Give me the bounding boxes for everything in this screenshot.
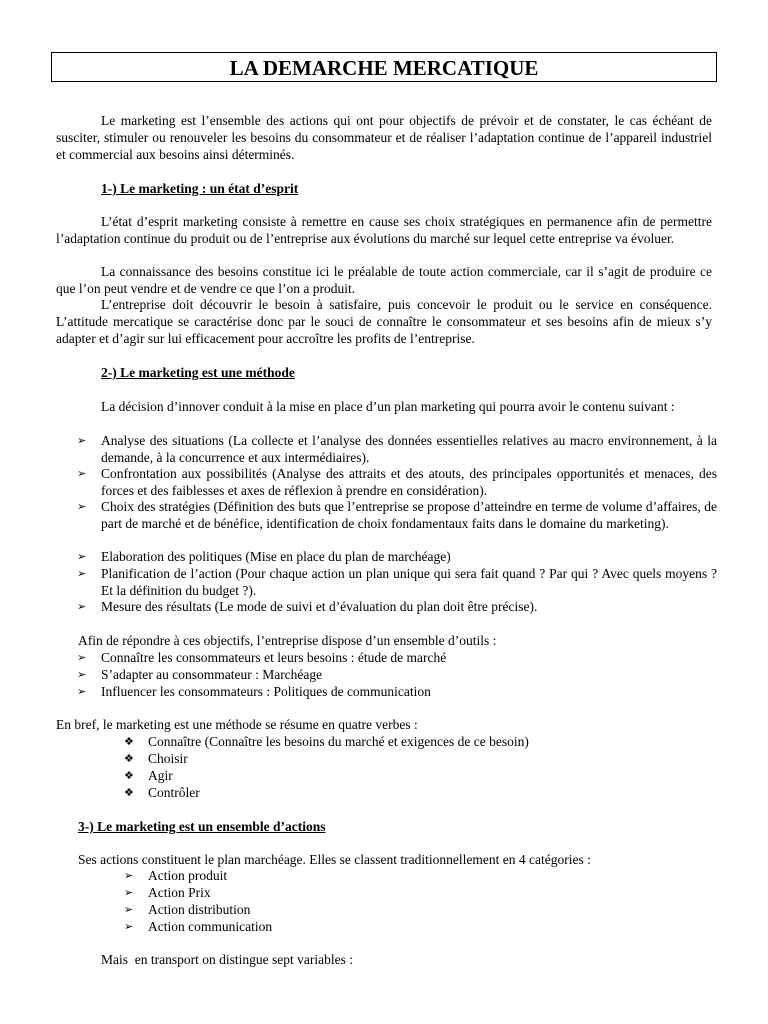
arrow-bullet-icon: ➢: [77, 550, 87, 563]
section-1-paragraph-1: L’état d’esprit marketing consiste à remettre en cause ses choix stratégiques en permanence afin de permettre l’adaptation continue du produit ou de l’entreprise aux évolutions du marché sur lequel cette entreprise va évoluer.: [56, 214, 712, 246]
verb-item: [124, 784, 704, 801]
step-item: [77, 598, 717, 615]
summary-sentence: En bref, le marketing est une méthode se résume en quatre verbes :: [56, 717, 418, 732]
tools-intro: Afin de répondre à ces objectifs, l’entreprise dispose d’un ensemble d’outils :: [78, 633, 497, 648]
section-1-paragraph-3: L’entreprise doit découvrir le besoin à satisfaire, puis concevoir le produit ou le service en conséquence. L’attitude mercatique se caractérise donc par le souci de connaître le consommateur et ses besoins afin de mieux s’y adapter et d’agir sur lui efficacement pour accroître les profits de l’entreprise.: [56, 297, 712, 346]
arrow-bullet-icon: ➢: [77, 651, 87, 664]
action-text: Action communication: [148, 919, 273, 934]
tool-text: S’adapter au consommateur : Marchéage: [101, 667, 323, 682]
diamond-bullet-icon: ❖: [124, 769, 134, 782]
section-1-heading: 1-) Le marketing : un état d’esprit: [101, 181, 299, 196]
tool-item: [77, 683, 717, 700]
step-text: Analyse des situations (La collecte et l’analyse des données essentielles relatives au macro environnement, à la demande, à la concurrence et aux intermédiaires).: [101, 433, 717, 465]
arrow-bullet-icon: ➢: [77, 500, 87, 513]
step-item: [77, 465, 717, 499]
diamond-bullet-icon: ❖: [124, 735, 134, 748]
step-text: Elaboration des politiques (Mise en place du plan de marchéage): [101, 549, 451, 564]
step-item: [77, 565, 717, 599]
verb-item: [124, 733, 704, 750]
step-item: [77, 432, 717, 466]
action-text: Action distribution: [148, 902, 251, 917]
verb-item: [124, 767, 704, 784]
step-item: [77, 498, 717, 532]
section-3-paragraph-2: Mais en transport on distingue sept variables :: [101, 952, 353, 967]
arrow-bullet-icon: ➢: [77, 467, 87, 480]
arrow-bullet-icon: ➢: [77, 434, 87, 447]
arrow-bullet-icon: ➢: [124, 920, 134, 933]
section-3-paragraph-1: Ses actions constituent le plan marchéage. Elles se classent traditionnellement en 4 catégories :: [78, 852, 591, 867]
action-item: [124, 918, 704, 935]
page-title: LA DEMARCHE MERCATIQUE: [51, 52, 717, 82]
action-text: Action produit: [148, 868, 228, 883]
arrow-bullet-icon: ➢: [124, 886, 134, 899]
arrow-bullet-icon: ➢: [124, 869, 134, 882]
section-3-heading: 3-) Le marketing est un ensemble d’actions: [78, 819, 326, 834]
arrow-bullet-icon: ➢: [77, 685, 87, 698]
step-text: Confrontation aux possibilités (Analyse des attraits et des atouts, des principales opportunités et menaces, des forces et des faiblesses et axes de réflexion à prendre en considération).: [101, 466, 717, 498]
tool-item: [77, 649, 717, 666]
verb-text: Connaître (Connaître les besoins du marché et exigences de ce besoin): [148, 734, 529, 749]
arrow-bullet-icon: ➢: [77, 600, 87, 613]
arrow-bullet-icon: ➢: [77, 668, 87, 681]
verb-item: [124, 750, 704, 767]
action-item: [124, 867, 704, 884]
step-text: Planification de l’action (Pour chaque action un plan unique qui sera fait quand ? Par qui ? Avec quels moyens ? Et la définition du budget ?).: [101, 566, 717, 598]
tool-text: Connaître les consommateurs et leurs besoins : étude de marché: [101, 650, 447, 665]
action-item: [124, 901, 704, 918]
step-item: [77, 548, 717, 565]
section-2-paragraph-1: La décision d’innover conduit à la mise en place d’un plan marketing qui pourra avoir le contenu suivant :: [101, 399, 675, 414]
diamond-bullet-icon: ❖: [124, 786, 134, 799]
action-item: [124, 884, 704, 901]
action-text: Action Prix: [148, 885, 211, 900]
step-text: Mesure des résultats (Le mode de suivi et d’évaluation du plan doit être précise).: [101, 599, 538, 614]
arrow-bullet-icon: ➢: [77, 567, 87, 580]
diamond-bullet-icon: ❖: [124, 752, 134, 765]
step-text: Choix des stratégies (Définition des buts que l’entreprise se propose d’atteindre en terme de volume d’affaires, de part de marché et de bénéfice, identification de choix fondamentaux faits dans le domaine du marketing).: [101, 499, 717, 531]
section-2-heading: 2-) Le marketing est une méthode: [101, 365, 295, 380]
verb-text: Choisir: [148, 751, 188, 766]
intro-paragraph: Le marketing est l’ensemble des actions qui ont pour objectifs de prévoir et de constater, le cas échéant de susciter, stimuler ou renouveler les besoins du consommateur et de réaliser l’adaptation continue de l’appareil industriel et commercial aux besoins ainsi déterminés.: [56, 113, 712, 162]
tool-item: [77, 666, 717, 683]
arrow-bullet-icon: ➢: [124, 903, 134, 916]
verb-text: Contrôler: [148, 785, 200, 800]
section-1-paragraph-2: La connaissance des besoins constitue ici le préalable de toute action commerciale, car il s’agit de produire ce que l’on peut vendre et de vendre ce que l’on a produit.: [56, 264, 712, 296]
verb-text: Agir: [148, 768, 173, 783]
tool-text: Influencer les consommateurs : Politiques de communication: [101, 684, 431, 699]
